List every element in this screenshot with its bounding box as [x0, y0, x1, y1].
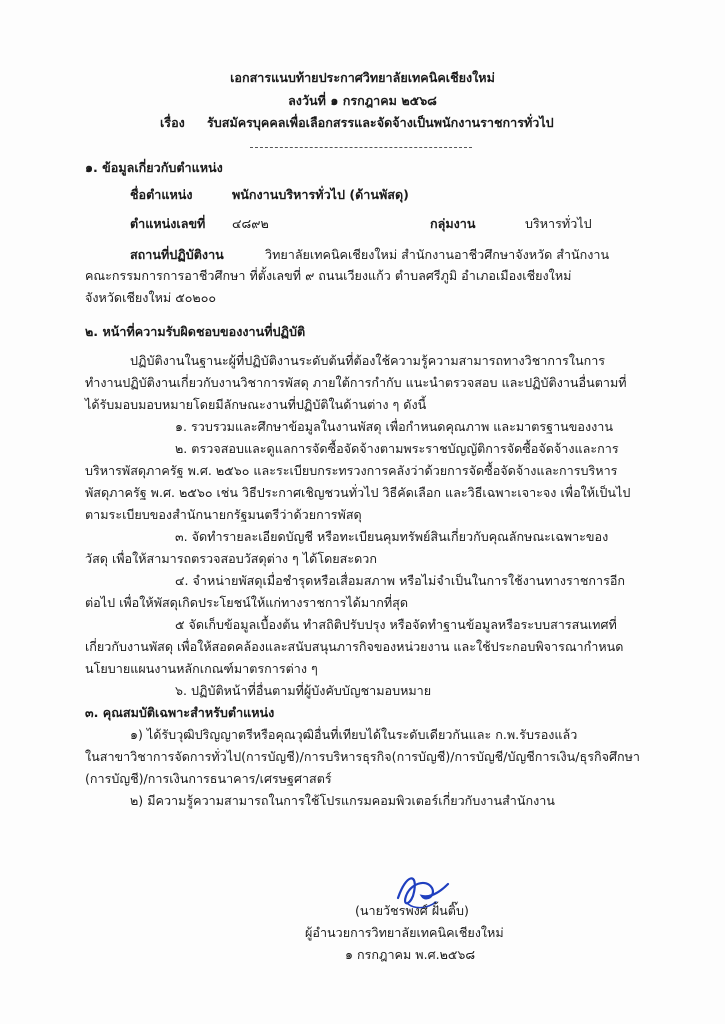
duty-line: ๒. ตรวจสอบและดูแลการจัดซื้อจัดจ้างตามพระราชบัญญัติการจัดซื้อจัดจ้างและการ — [175, 441, 619, 456]
duty-line: เกี่ยวกับงานพัสดุ เพื่อให้สอดคล้องและสนับสนุนภารกิจของหน่วยงาน และใช้ประกอบพิจารณากำหนด — [85, 639, 624, 654]
position-number-value: ๔๘๙๒ — [232, 216, 269, 231]
section2-heading: ๒. หน้าที่ความรับผิดชอบของงานที่ปฏิบัติ — [85, 324, 306, 339]
work-group-value: บริหารทั่วไป — [525, 216, 592, 231]
duty-line: วัสดุ เพื่อให้สามารถตรวจสอบวัสดุต่าง ๆ ได้โดยสะดวก — [85, 551, 377, 566]
qualification-line: ในสาขาวิชาการจัดการทั่วไป(การบัญชี)/การบริหารธุรกิจ(การบัญชี)/การบัญชี/บัญชีการเงิน/ธุรกิจศึกษา — [85, 749, 640, 764]
duty-line: ทำงานปฏิบัติงานเกี่ยวกับงานวิชาการพัสดุ ภายใต้การกำกับ แนะนำตรวจสอบ และปฏิบัติงานอื่นตามที่ — [85, 375, 627, 390]
duty-line: บริหารพัสดุภาครัฐ พ.ศ. ๒๕๖๐ และระเบียบกระทรวงการคลังว่าด้วยการจัดซื้อจัดจ้างและการบริหาร — [85, 463, 618, 478]
duty-line: ปฏิบัติงานในฐานะผู้ที่ปฏิบัติงานระดับต้นที่ต้องใช้ความรู้ความสามารถทางวิชาการในการ — [130, 353, 606, 368]
qualification-line: ๑) ได้รับวุฒิปริญญาตรีหรือคุณวุฒิอื่นที่เทียบได้ในระดับเดียวกันและ ก.พ.รับรองแล้ว — [130, 727, 578, 742]
duty-line: ๔. จำหน่ายพัสดุเมื่อชำรุดหรือเสื่อมสภาพ หรือไม่จำเป็นในการใช้งานทางราชการอีก — [175, 573, 626, 588]
workplace-line: จังหวัดเชียงใหม่ ๕๐๒๐๐ — [85, 290, 217, 305]
subject-text: รับสมัครบุคคลเพื่อเลือกสรรและจัดจ้างเป็นพนักงานราชการทั่วไป — [207, 115, 554, 130]
position-value: พนักงานบริหารทั่วไป (ด้านพัสดุ) — [232, 187, 409, 202]
header-divider — [250, 147, 472, 148]
section3-heading: ๓. คุณสมบัติเฉพาะสำหรับตำแหน่ง — [85, 705, 275, 720]
workplace-line: คณะกรรมการการอาชีวศึกษา ที่ตั้งเลขที่ ๙ ถนนเวียงแก้ว ตำบลศรีภูมิ อำเภอเมืองเชียงใหม่ — [85, 268, 572, 283]
workplace-label: สถานที่ปฏิบัติงาน — [130, 247, 224, 262]
workplace-line: วิทยาลัยเทคนิคเชียงใหม่ สำนักงานอาชีวศึกษาจังหวัด สำนักงาน — [265, 247, 610, 262]
signatory-name: (นายวัชรพงศ์ ฝั้นติ๊บ) — [355, 903, 469, 918]
duty-line: ได้รับมอบมอบหมายโดยมีลักษณะงานที่ปฏิบัติในด้านต่าง ๆ ดังนี้ — [85, 397, 427, 412]
subject-label: เรื่อง — [160, 115, 185, 130]
duty-line: ๓. จัดทำรายละเอียดบัญชี หรือทะเบียนคุมทรัพย์สินเกี่ยวกับคุณลักษณะเฉพาะของ — [175, 529, 609, 544]
position-label: ชื่อตำแหน่ง — [130, 187, 193, 202]
document-title: เอกสารแนบท้ายประกาศวิทยาลัยเทคนิคเชียงใหม่ — [230, 70, 495, 85]
duty-line: พัสดุภาครัฐ พ.ศ. ๒๕๖๐ เช่น วิธีประกาศเชิญชวนทั่วไป วิธีคัดเลือก และวิธีเฉพาะเจาะจง เพื่อให้เป็นไป — [85, 485, 631, 500]
signatory-title: ผู้อำนวยการวิทยาลัยเทคนิคเชียงใหม่ — [305, 925, 504, 940]
duty-line: ๖. ปฏิบัติหน้าที่อื่นตามที่ผู้บังคับบัญชามอบหมาย — [175, 683, 432, 698]
duty-line: ต่อไป เพื่อให้พัสดุเกิดประโยชน์ให้แก่ทางราชการได้มากที่สุด — [85, 595, 409, 610]
document-date-line: ลงวันที่ ๑ กรกฎาคม ๒๕๖๘ — [288, 93, 437, 108]
qualification-line: ๒) มีความรู้ความสามารถในการใช้โปรแกรมคอมพิวเตอร์เกี่ยวกับงานสำนักงาน — [130, 793, 555, 808]
qualification-line: (การบัญชี)/การเงินการธนาคาร/เศรษฐศาสตร์ — [85, 771, 332, 786]
signature-date: ๑ กรกฎาคม พ.ศ.๒๕๖๘ — [345, 947, 476, 962]
duty-line: ๑. รวบรวมและศึกษาข้อมูลในงานพัสดุ เพื่อกำหนดคุณภาพ และมาตรฐานของงาน — [175, 419, 613, 434]
duty-line: ตามระเบียบของสำนักนายกรัฐมนตรีว่าด้วยการพัสดุ — [85, 507, 362, 522]
duty-line: ๕ จัดเก็บข้อมูลเบื้องต้น ทำสถิติปรับปรุง หรือจัดทำฐานข้อมูลหรือระบบสารสนเทศที่ — [175, 617, 617, 632]
work-group-label: กลุ่มงาน — [430, 216, 476, 231]
position-number-label: ตำแหน่งเลขที่ — [130, 216, 206, 231]
section1-heading: ๑. ข้อมูลเกี่ยวกับตำแหน่ง — [85, 160, 223, 175]
duty-line: นโยบายแผนงานหลักเกณฑ์มาตรการต่าง ๆ — [85, 661, 318, 676]
